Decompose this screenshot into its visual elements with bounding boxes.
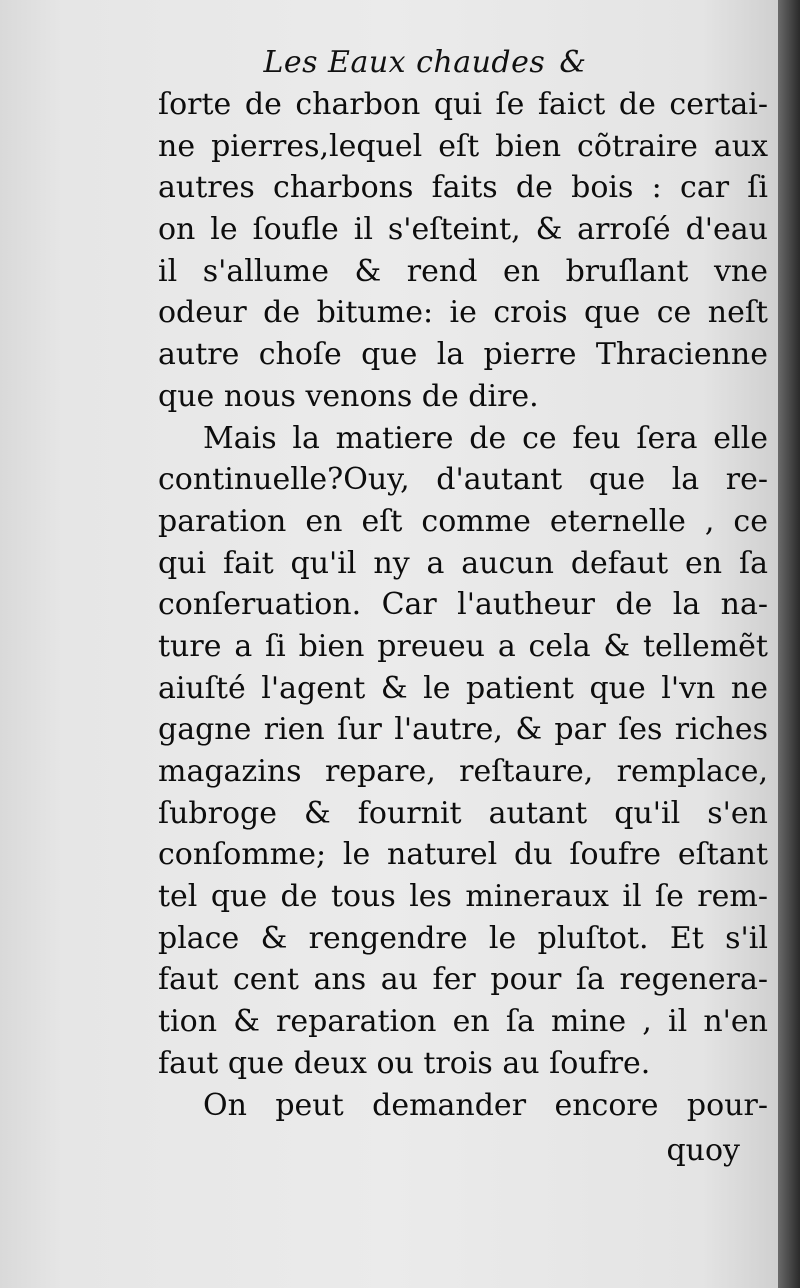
text-line: on le ſoufle il s'eſteint, & arroſé d'eau	[158, 212, 768, 248]
catchword: quoy	[666, 1133, 740, 1168]
text-line: ſubroge & fournit autant qu'il s'en	[158, 795, 768, 831]
text-line: ture a ſi bien preueu a cela & tellemẽt	[158, 628, 768, 664]
text-line: magazins repare, reſtaure, remplace,	[158, 754, 768, 789]
text-line: faut que deux ou trois au ſoufre.	[158, 1045, 651, 1081]
text-line: qui fait qu'il ny a aucun defaut en ſa	[158, 545, 768, 581]
text-line: tel que de tous les mineraux il ſe rem-	[158, 879, 768, 915]
text-line: continuelle?Ouy, d'autant que la re-	[158, 462, 768, 498]
text-line: faut cent ans au fer pour ſa regenera-	[158, 962, 768, 998]
running-head-title: Les Eaux chaudes	[263, 45, 546, 80]
text-line: gagne rien ſur l'autre, & par ſes riches	[158, 712, 768, 748]
text-line: On peut demander encore pour-	[203, 1087, 768, 1123]
running-head	[0, 45, 780, 80]
text-line: aiuſté l'agent & le patient que l'vn ne	[158, 670, 768, 706]
text-line: que nous venons de dire.	[158, 378, 539, 414]
text-line: odeur de bitume: ie crois que ce neſt	[158, 295, 768, 331]
text-line: il s'allume & rend en bruſlant vne	[158, 253, 768, 289]
text-line: tion & reparation en ſa mine , il n'en	[158, 1004, 768, 1040]
body-text	[158, 84, 768, 1126]
text-line: ſorte de charbon qui ſe faict de certai-	[158, 87, 768, 122]
text-line: conſeruation. Car l'autheur de la na-	[158, 587, 768, 623]
text-line: Mais la matiere de ce feu ſera elle	[203, 420, 768, 456]
book-gutter	[778, 0, 800, 1288]
text-line: place & rengendre le pluſtot. Et s'il	[158, 920, 768, 956]
text-line: conſomme; le naturel du ſoufre eſtant	[158, 837, 768, 873]
text-line: ne pierres,lequel eſt bien cõtraire aux	[158, 128, 768, 164]
running-head-ampersand: &	[559, 45, 587, 80]
text-line: autres charbons faits de bois : car ſi	[158, 170, 768, 206]
text-line: paration en eſt comme eternelle , ce	[158, 503, 768, 539]
text-line: autre choſe que la pierre Thracienne	[158, 337, 768, 373]
